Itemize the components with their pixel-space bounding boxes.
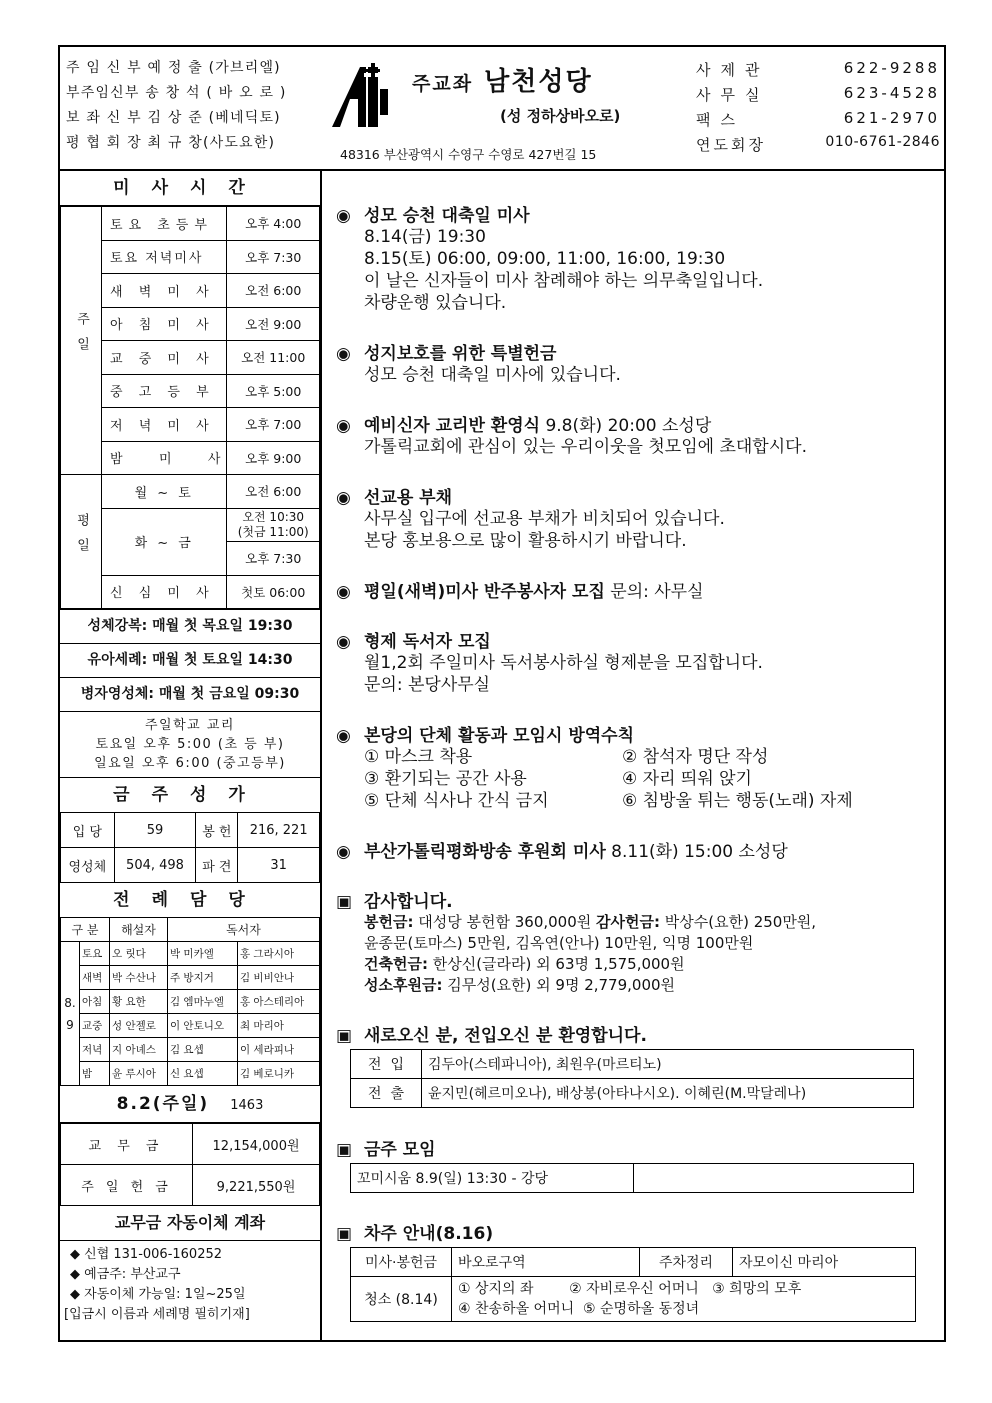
church-address: 48316 부산광역시 수영구 수영로 427번길 15 [340,147,597,162]
weekday-label: 평일 [61,475,102,609]
sunday-label: 주일 [61,207,102,475]
table-row: 신 심 미 사 첫토 06:00 [61,575,320,609]
welcome-section: ▣ 새로오신 분, 전입오신 분 환영합니다. 전 입 김두아(스테파니아), 최원우(마르티노) 전 출 윤지민(헤르미오나), 배상봉(아타나시오). 이혜린(M.막달레나) [336,1021,914,1108]
notice-reader-recruit: ◉ 형제 독서자 모집 월1,2회 주일미사 독서봉사하실 형제분을 모집합니다. 문의: 본당사무실 [336,632,763,695]
notice-mission-fan: ◉ 선교용 부채 사무실 입구에 선교용 부채가 비치되어 있습니다. 본당 홍보용으로 많이 활용하시기 바랍니다. [336,488,725,551]
church-title-prefix: 주교좌 [412,73,474,95]
target-bullet-icon: ◉ [336,842,351,862]
table-row: 주일 토요 초등부 오후 4:00 [61,207,320,241]
target-bullet-icon: ◉ [336,344,351,364]
table-row: 구 분 해설자 독서자 [61,918,320,942]
table-row: 토요 저녁미사 오후 7:30 [61,240,320,274]
clergy-line: 부주임신부 송 창 석 ( 바 오 로 ) [66,85,287,101]
contact-list [696,59,940,159]
clergy-list [66,57,328,157]
table-row: 8. 9 토요 오 릿다 박 미카엘 홍 그라시아 [61,942,320,966]
meeting-table [350,1163,914,1193]
table-row: 전 입 김두아(스테파니아), 최원우(마르티노) [351,1050,914,1079]
welcome-table [350,1049,914,1108]
table-row: 전 출 윤지민(헤르미오나), 배상봉(아타나시오). 이혜린(M.막달레나) [351,1079,914,1108]
meeting-section: ▣ 금주 모임 꼬미시움 8.9(일) 13:30 - 강당 [336,1135,914,1193]
table-row: 영성체 504, 498 파 견 31 [61,848,320,883]
table-row: 밤 윤 루시아 신 요셉 김 베로니카 [61,1062,320,1086]
square-bullet-icon: ▣ [336,1224,353,1244]
bank-info: ◆ 신협 131-006-160252 ◆ 예금주: 부산교구 ◆ 자동이체 가능일: 1일~25일 [입금시 이름과 세례명 필히기재] [64,1247,250,1322]
liturgy-table [60,917,320,1086]
next-week-section: ▣ 차주 안내(8.16) 미사·봉헌금 바오로구역 주차정리 자모이신 마리아 청소 (8.14) ① 상지의 좌 ② 자비로우신 어머니 ③ 희망의 모후 ④ 찬송하올 어머니 ⑤ 순명하올 동정녀 [336,1219,916,1322]
sunday-school-info: 주일학교 교리 토요일 오후 5:00 (초 등 부) 일요일 오후 6:00 (중고등부) [60,711,320,777]
notice-holy-land-collection: ◉ 성지보호를 위한 특별헌금 성모 승천 대축일 미사에 있습니다. [336,344,621,385]
liturgy-title: 전례담당 [60,883,320,917]
notice-quarantine-rules: ◉ 본당의 단체 활동과 모임시 방역수칙 ① 마스크 착용 ② 참석자 명단 작성 ③ 환기되는 공간 사용 ④ 자리 띄워 앉기 ⑤ 단체 식사나 간식 금지 ⑥ 침방울 튀는 행동(노래) 자제 [336,726,853,811]
table-row: 중 고 등 부 오후 5:00 [61,374,320,408]
next-week-table [350,1247,916,1322]
table-row: 화 ~ 금 오전 10:30 (첫금 11:00) [61,508,320,542]
church-title-main: 남천성당 [484,67,593,97]
target-bullet-icon: ◉ [336,416,351,436]
sick-communion-schedule: 병자영성체: 매월 첫 금요일 09:30 [60,677,320,711]
clergy-line: 보 좌 신 부 김 상 준 (베네딕토) [66,110,281,126]
table-row: 평일 월 ~ 토 오전 6:00 [61,475,320,509]
clergy-line: 평 협 회 장 최 규 창(사도요한) [66,135,276,151]
infant-baptism-schedule: 유아세례: 매월 첫 토요일 14:30 [60,643,320,677]
table-row: 입 당 59 봉 헌 216, 221 [61,813,320,848]
contact-row: 사무실 623-4528 [696,84,940,104]
page-frame [58,45,946,1342]
weekly-hymns-title: 금주성가 [60,777,320,812]
notice-organist-recruit: ◉ 평일(새벽)미사 반주봉사자 모집 문의: 사무실 [336,582,704,602]
target-bullet-icon: ◉ [336,726,351,746]
table-row: 교 중 미 사 오전 11:00 [61,341,320,375]
square-bullet-icon: ▣ [336,1026,353,1046]
table-row: 오후 7:30 [61,542,320,576]
table-row: 새벽 박 수산나 주 방지거 김 비비안나 [61,966,320,990]
mass-times-table [60,206,320,609]
church-logo-icon [330,59,402,131]
contact-row: 연도회장 010-6761-2846 [696,134,940,154]
target-bullet-icon: ◉ [336,582,351,602]
table-row: 밤 미 사 오후 9:00 [61,441,320,475]
table-row: 교중 성 안젤로 이 안토니오 최 마리아 [61,1014,320,1038]
finance-table [60,1123,320,1206]
table-row: 꼬미시움 8.9(일) 13:30 - 강당 [351,1164,914,1193]
target-bullet-icon: ◉ [336,632,351,652]
table-row: 교 무 금 12,154,000원 [61,1124,320,1165]
clergy-line: 주 임 신 부 예 정 출 (가브리엘) [66,60,281,76]
thanks-section: ▣ 감사합니다. 봉헌금: 대성당 봉헌함 360,000원 감사헌금: 박상수(요한) 250만원, 윤종문(토마스) 5만원, 김옥연(안나) 10만원, 익명 100만원 건축헌금: 한상신(글라라) 외 63명 1,575,000원 성소후원금: 김무성(요한) 외 9명 2,779,000원 [336,892,817,994]
target-bullet-icon: ◉ [336,488,351,508]
church-subtitle: (성 정하상바오로) [500,107,621,125]
table-row: 청소 (8.14) ① 상지의 좌 ② 자비로우신 어머니 ③ 희망의 모후 ④ 찬송하올 어머니 ⑤ 순명하올 동정녀 [351,1277,916,1322]
church-title [412,61,593,98]
weekly-hymns-table [60,812,320,883]
notice-catechumen-welcome: ◉ 예비신자 교리반 환영식 9.8(화) 20:00 소성당 가톨릭교회에 관심이 있는 우리이웃을 첫모임에 초대합시다. [336,416,807,457]
table-row: 저녁 지 아녜스 김 요셉 이 세라피나 [61,1038,320,1062]
table-row: 아 침 미 사 오전 9:00 [61,307,320,341]
table-row: 아침 황 요한 김 엠마누엘 홍 아스테리아 [61,990,320,1014]
notice-assumption-mass: ◉ 성모 승천 대축일 미사 8.14(금) 19:30 8.15(토) 06:00, 09:00, 11:00, 16:00, 19:30 이 날은 신자들이 미사 참례해야 하는 의무축일입니다. 차량운행 있습니다. [336,206,764,313]
target-bullet-icon: ◉ [336,206,351,226]
mass-times-title: 미사시간 [60,171,320,206]
table-row: 미사·봉헌금 바오로구역 주차정리 자모이신 마리아 [351,1248,916,1277]
table-row: 새 벽 미 사 오전 6:00 [61,274,320,308]
contact-row: 팩스 621-2970 [696,109,940,129]
table-row: 저 녁 미 사 오후 7:00 [61,408,320,442]
bank-title: 교무금 자동이체 계좌 [60,1206,320,1241]
square-bullet-icon: ▣ [336,1140,353,1160]
benediction-schedule: 성체강복: 매월 첫 목요일 19:30 [60,609,320,643]
square-bullet-icon: ▣ [336,892,353,912]
left-column [60,171,322,1342]
finance-header: 8.2(주일) 1463 [60,1086,320,1123]
table-row: 주 일 헌 금 9,221,550원 [61,1165,320,1206]
notice-cpbc-mass: ◉ 부산가톨릭평화방송 후원회 미사 8.11(화) 15:00 소성당 [336,842,788,862]
contact-row: 사제관 622-9288 [696,59,940,79]
